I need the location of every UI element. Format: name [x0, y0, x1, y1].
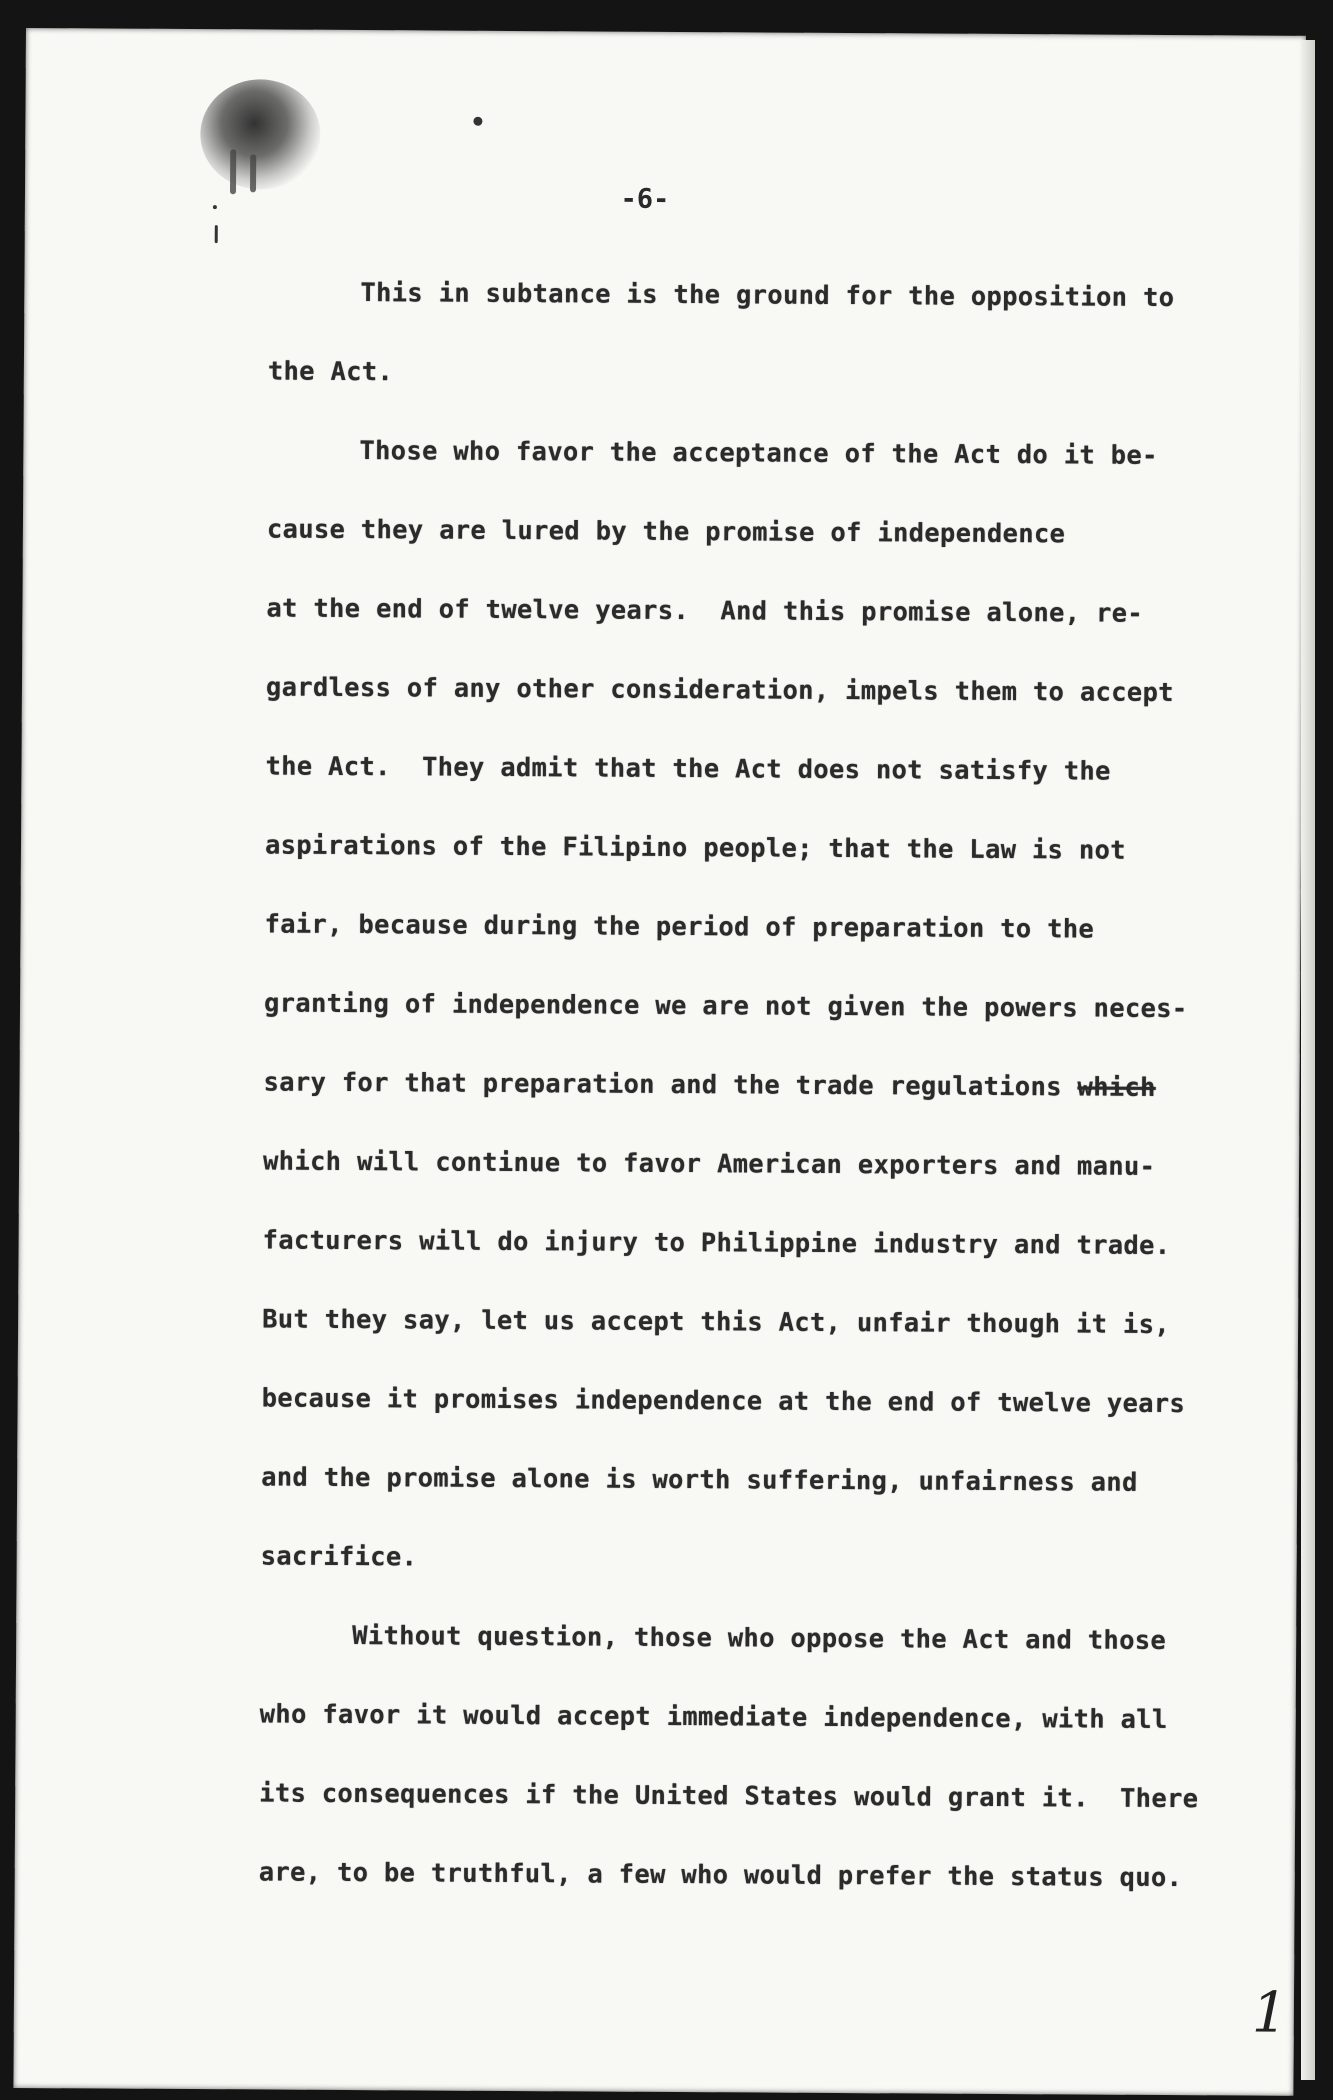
text-line: This in subtance is the ground for the opposition to	[360, 278, 1175, 314]
text-line: at the end of twelve years. And this promise alone, re-	[266, 593, 1144, 629]
ink-blot	[200, 79, 321, 190]
text-line: But they say, let us accept this Act, unfair though it is,	[262, 1304, 1171, 1341]
text-line: Without question, those who oppose the Act and those	[352, 1621, 1167, 1656]
text-line: because it promises independence at the end of twelve years	[261, 1383, 1186, 1420]
text-line: who favor it would accept immediate independence, with all	[259, 1699, 1168, 1736]
margin-annotation: 1	[1251, 1980, 1288, 2046]
ink-speck	[213, 205, 217, 209]
text-line: gardless of any other consideration, impels them to accept	[265, 672, 1174, 709]
text-line: and the promise alone is worth suffering, unfairness and	[261, 1462, 1138, 1498]
text-line: Those who favor the acceptance of the Act do it be-	[359, 436, 1158, 471]
text-line: the Act.	[267, 356, 394, 388]
ink-drip	[230, 149, 236, 194]
document-body	[258, 277, 1228, 1894]
text-line: fair, because during the period of preparation to the	[264, 909, 1095, 945]
paper-sheet	[13, 28, 1306, 2096]
text-line: sacrifice.	[260, 1541, 418, 1573]
text-line: granting of independence we are not given the powers neces-	[263, 988, 1188, 1025]
text-line: aspirations of the Filipino people; that the Law is not	[264, 830, 1126, 866]
text-line-with-strike	[263, 1067, 1155, 1102]
page-edge	[1301, 40, 1315, 2080]
page-number: -6-	[620, 183, 670, 215]
text-line: the Act. They admit that the Act does not satisfy the	[265, 751, 1111, 787]
ink-speck	[215, 225, 218, 243]
ink-speck	[473, 117, 482, 126]
text-line: are, to be truthful, a few who would prefer the status quo.	[258, 1857, 1183, 1894]
struck-word: which	[1077, 1072, 1156, 1103]
text-line: its consequences if the United States would grant it. There	[259, 1778, 1199, 1815]
text-line: which will continue to favor American exporters and manu-	[262, 1146, 1156, 1182]
text-line: facturers will do injury to Philippine industry and trade.	[262, 1225, 1171, 1262]
text-line: cause they are lured by the promise of independence	[266, 514, 1066, 550]
text-segment: sary for that preparation and the trade regulations	[263, 1067, 1062, 1103]
ink-drip	[250, 154, 256, 192]
